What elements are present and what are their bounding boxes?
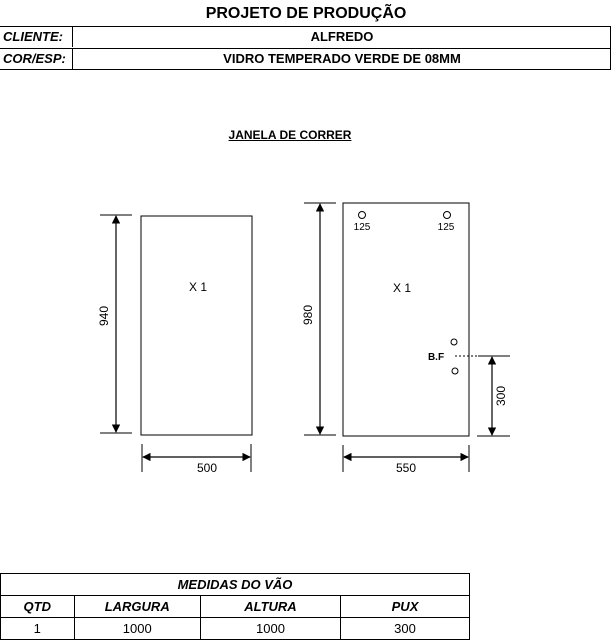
- measures-header-row: [1, 574, 470, 596]
- table-row: [1, 618, 470, 640]
- hole-top-left-label: 125: [353, 222, 371, 233]
- measures-columns-row: [1, 596, 470, 618]
- handle-hole-lower: [452, 368, 458, 374]
- handle-height-dimension: [477, 357, 510, 436]
- page-title: PROJETO DE PRODUÇÃO: [205, 5, 407, 22]
- panel-right-height-dimension: [301, 203, 336, 435]
- cell-pux: 300: [341, 618, 470, 640]
- panel-left-height-dimension: [97, 215, 132, 433]
- section-title: JANELA DE CORRER: [228, 128, 352, 142]
- handle-hole-upper: [451, 339, 457, 345]
- panel-right: [301, 203, 510, 475]
- color-value: VIDRO TEMPERADO VERDE DE 08MM: [223, 51, 461, 66]
- panel-left-width-dimension: [142, 444, 251, 475]
- panel-left-height-label: 940: [97, 305, 111, 327]
- measures-table: [0, 573, 470, 640]
- handle-label: B.F: [427, 352, 445, 363]
- panel-right-width-dimension: [343, 445, 469, 475]
- panel-right-width-label: 550: [395, 461, 417, 475]
- column-qtd: QTD: [1, 596, 75, 618]
- column-pux: PUX: [341, 596, 470, 618]
- color-label: COR/ESP:: [0, 49, 73, 69]
- client-label: CLIENTE:: [0, 27, 73, 47]
- hole-top-right-label: 125: [437, 222, 455, 233]
- panel-left-quantity: X 1: [188, 280, 208, 294]
- panel-right-height-label: 980: [301, 304, 315, 326]
- column-largura: LARGURA: [74, 596, 200, 618]
- cell-largura: 1000: [74, 618, 200, 640]
- cell-altura: 1000: [200, 618, 340, 640]
- panel-right-quantity: X 1: [392, 281, 412, 295]
- panel-left-width-label: 500: [196, 461, 218, 475]
- column-altura: ALTURA: [200, 596, 340, 618]
- measures-header: MEDIDAS DO VÃO: [1, 574, 470, 596]
- hole-top-left: [359, 212, 366, 219]
- panel-right-outline: [343, 203, 469, 436]
- hole-top-right: [444, 212, 451, 219]
- panel-left: [97, 215, 252, 475]
- client-value: ALFREDO: [310, 29, 374, 44]
- cell-qtd: 1: [1, 618, 75, 640]
- panel-left-outline: [141, 216, 252, 435]
- handle-height-label: 300: [494, 385, 508, 407]
